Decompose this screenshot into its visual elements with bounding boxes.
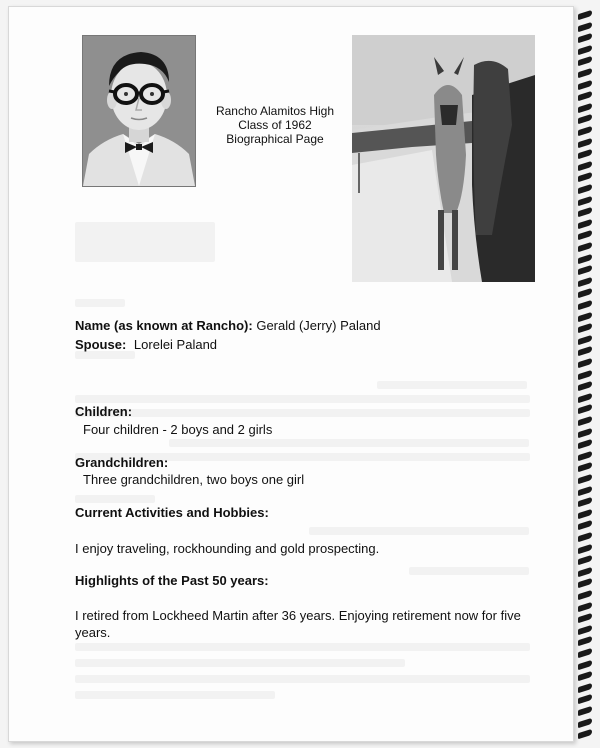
name-label: Name (as known at Rancho):: [75, 318, 253, 333]
school-name: Rancho Alamitos High: [215, 104, 335, 118]
spiral-coil: [578, 451, 592, 462]
spiral-coil: [578, 578, 592, 589]
spiral-coil: [578, 485, 592, 496]
spiral-coil: [578, 601, 592, 612]
spiral-coil: [578, 509, 592, 520]
grandchildren-text: Three grandchildren, two boys one girl: [83, 472, 305, 487]
spiral-coil: [578, 636, 592, 647]
spiral-coil: [578, 381, 592, 392]
spiral-coil: [578, 393, 592, 404]
spiral-coil: [578, 172, 592, 183]
page-type: Biographical Page: [226, 132, 324, 146]
spiral-coil: [578, 207, 592, 218]
spiral-coil: [578, 10, 592, 21]
spiral-coil: [578, 671, 592, 682]
spiral-coil: [578, 45, 592, 56]
highlights-text: I retired from Lockheed Martin after 36 years. Enjoying retirement now for five years.: [75, 608, 521, 640]
spiral-coil: [578, 346, 592, 357]
student-portrait-photo: [82, 35, 196, 187]
spiral-coil: [578, 161, 592, 172]
class-year: Class of 1962: [238, 118, 312, 132]
spiral-coil: [578, 126, 592, 137]
spiral-coil: [578, 659, 592, 670]
spiral-coil: [578, 56, 592, 67]
spiral-coil: [578, 300, 592, 311]
spiral-coil: [578, 497, 592, 508]
spiral-coil: [578, 21, 592, 32]
spouse-value: Lorelei Paland: [133, 337, 218, 352]
activities-text: I enjoy traveling, rockhounding and gold prospecting.: [75, 541, 380, 556]
spiral-coil: [578, 543, 592, 554]
spiral-coil: [578, 590, 592, 601]
name-value: Gerald (Jerry) Paland: [256, 318, 381, 333]
horse-photo: [352, 35, 535, 282]
name-row: [75, 318, 381, 333]
spiral-coil: [578, 694, 592, 705]
spiral-coil: [578, 33, 592, 44]
spiral-coil: [578, 91, 592, 102]
spiral-coil: [578, 462, 592, 473]
spiral-coil: [578, 114, 592, 125]
spiral-coil: [578, 555, 592, 566]
spiral-coil: [578, 532, 592, 543]
spiral-coil: [578, 288, 592, 299]
spiral-coil: [578, 79, 592, 90]
grandchildren-heading: Grandchildren:: [75, 455, 169, 470]
spiral-coil: [578, 68, 592, 79]
activities-heading: Current Activities and Hobbies:: [75, 505, 269, 520]
spiral-coil: [578, 137, 592, 148]
spiral-coil: [578, 613, 592, 624]
page-caption: [205, 104, 345, 146]
spiral-coil: [578, 439, 592, 450]
spiral-coil: [578, 706, 592, 717]
spiral-coil: [578, 149, 592, 160]
spiral-coil: [578, 358, 592, 369]
spiral-coil: [578, 230, 592, 241]
spiral-coil: [578, 253, 592, 264]
spiral-coil: [578, 648, 592, 659]
spiral-coil: [578, 103, 592, 114]
biography-page: [8, 6, 574, 742]
spiral-coil: [578, 335, 592, 346]
spiral-coil: [578, 567, 592, 578]
spiral-coil: [578, 683, 592, 694]
spiral-coil: [578, 184, 592, 195]
spiral-coil: [578, 219, 592, 230]
spiral-coil: [578, 729, 592, 740]
spiral-coil: [578, 277, 592, 288]
children-heading: Children:: [75, 404, 133, 419]
spiral-coil: [578, 311, 592, 322]
spiral-coil: [578, 323, 592, 334]
spiral-coil: [578, 369, 592, 380]
spiral-coil: [578, 717, 592, 728]
spiral-coil: [578, 427, 592, 438]
spiral-coil: [578, 404, 592, 415]
spiral-binding: [578, 8, 594, 740]
spiral-coil: [578, 195, 592, 206]
spiral-coil: [578, 265, 592, 276]
spiral-coil: [578, 416, 592, 427]
spiral-coil: [578, 474, 592, 485]
spiral-coil: [578, 242, 592, 253]
spiral-coil: [578, 520, 592, 531]
spouse-label: Spouse:: [75, 337, 127, 352]
spouse-row: [75, 337, 217, 352]
highlights-heading: Highlights of the Past 50 years:: [75, 573, 269, 588]
spiral-coil: [578, 625, 592, 636]
children-text: Four children - 2 boys and 2 girls: [83, 422, 273, 437]
